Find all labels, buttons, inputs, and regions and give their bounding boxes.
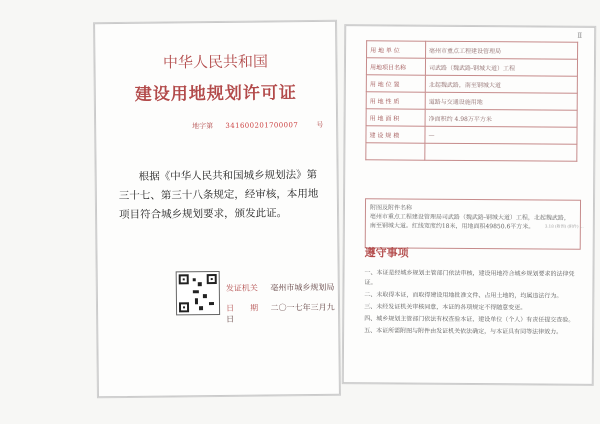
country-name: 中华人民共和国: [162, 52, 269, 72]
notice-title: 遵守事项: [364, 246, 409, 260]
table-row: [366, 58, 577, 76]
appendix-text: 亳州市重点工程建设管理局司武路（魏武路-钢城大道）工程，北起魏武路，南至钢城大道。红线宽度约18米，用地面积49850.6平方米。: [369, 213, 570, 231]
row-label: [366, 143, 425, 160]
notice-item: 三、未经发证机关审核同意，本证的各项规定不得随意变更。: [364, 303, 527, 312]
appendix-title: 附图及附件名称: [369, 204, 413, 212]
row-label: 用 地 性 质: [366, 92, 425, 109]
row-value: —: [425, 126, 577, 144]
date-row: [226, 302, 338, 325]
permit-number: 341600201700007: [225, 121, 299, 130]
table-row: [366, 92, 577, 110]
row-label: 用地项目名称: [366, 58, 425, 75]
permit-cover-page: [94, 21, 340, 398]
row-value: 亳州市重点工程建设管理局: [426, 41, 578, 59]
notice-item: 五、本证所需附图与附件由发证机关依法确定，与本证具有同等法律效力。: [364, 327, 563, 336]
issuer-value: 亳州市城乡规划局: [270, 282, 335, 293]
table-row: [366, 143, 577, 161]
permit-number-row: [192, 120, 323, 131]
qr-code: [176, 271, 220, 315]
row-value: 北起魏武路，南至钢城大道: [425, 75, 577, 93]
issuer-label: 发证机关: [225, 283, 258, 293]
row-label: 建 设 规 模: [366, 126, 425, 143]
row-value: [425, 143, 577, 161]
qr-code-icon: [177, 272, 219, 314]
page-number-label: Ⅱ: [577, 31, 583, 40]
permit-body-text: 根据《中华人民共和国城乡规划法》第三十七、第三十八条规定，经审核，本用地项目符合城乡规划要求，颁发此证。: [118, 168, 319, 222]
row-label: 用 地 面 积: [366, 109, 425, 126]
coordinates-note: 3.18 (附图) (附件) ...: [544, 223, 584, 229]
notice-list: [364, 268, 574, 339]
permit-number-label: 地字第: [192, 122, 214, 131]
table-row: [366, 126, 577, 144]
table-row: [366, 109, 577, 127]
permit-info-table: [365, 40, 578, 161]
permit-title: 建设用地规划许可证: [134, 83, 297, 105]
notice-item: 一、本证是经城乡规划主管部门依法审核，建设用地符合城乡规划要求的法律凭证。: [364, 269, 575, 287]
date-value: 二〇一七年三月九日: [226, 302, 335, 324]
row-label: 用 地 位 置: [366, 75, 425, 92]
row-value: 净面积约 4.98万平方米: [425, 109, 577, 127]
notice-item: 四、城乡规划主管部门依法有权查验本证，建设单位（个人）有责任提交查验。: [364, 315, 575, 324]
table-row: [366, 75, 577, 93]
issuer-row: [226, 282, 335, 294]
row-value: 司武路（魏武路-钢城大道）工程: [425, 58, 577, 76]
notice-item: 二、未取得本证，而取得建设用地批准文件、占用土地的，均属违法行为。: [364, 291, 563, 300]
permit-number-suffix: 号: [316, 120, 324, 129]
table-row: [367, 41, 578, 59]
row-label: 用 地 单 位: [367, 41, 426, 58]
date-label: 日 期: [225, 303, 259, 313]
row-value: 道路与交通设施用地: [425, 92, 577, 110]
permit-detail-page: [343, 25, 595, 385]
